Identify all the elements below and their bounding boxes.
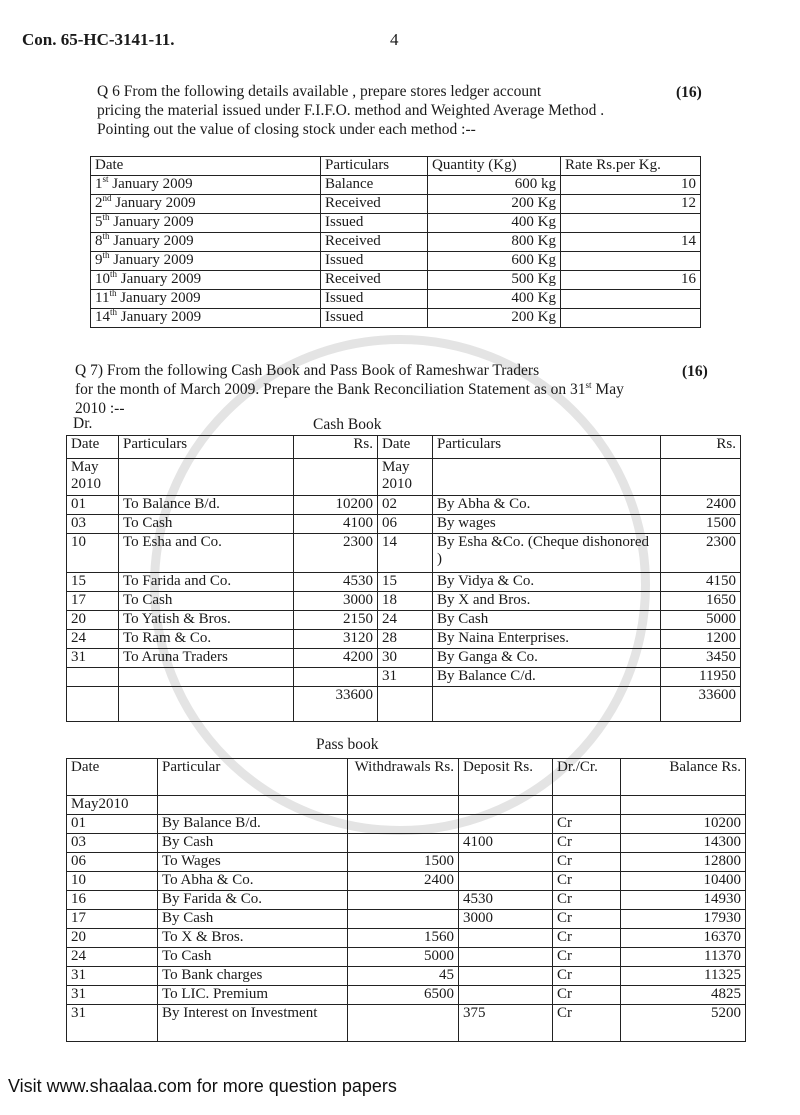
amount-header: Rs.	[294, 436, 378, 459]
withdrawals-header: Withdrawals Rs.	[348, 759, 459, 796]
particular-cell: By Interest on Investment	[158, 1005, 348, 1042]
cr-particulars: By X and Bros.	[433, 592, 661, 611]
empty-cell	[459, 796, 553, 815]
withdrawals-cell: 1500	[348, 853, 459, 872]
month-cell	[661, 459, 741, 496]
dr-cr-cell: Cr	[553, 967, 621, 986]
dr-amount: 3120	[294, 630, 378, 649]
cr-particulars: By Abha & Co.	[433, 496, 661, 515]
dr-cr-cell: Cr	[553, 1005, 621, 1042]
balance-cell: 12800	[621, 853, 746, 872]
deposit-cell	[459, 948, 553, 967]
quantity-cell: 600 kg	[428, 176, 561, 195]
cr-amount: 2300	[661, 534, 741, 573]
particular-cell: By Cash	[158, 834, 348, 853]
dr-particulars: To Cash	[119, 592, 294, 611]
month-year: January 2009	[109, 214, 194, 230]
dr-label: Dr.	[73, 415, 93, 432]
q7-line-part: May	[591, 381, 624, 398]
particulars-cell: Received	[321, 271, 428, 290]
pass-book-title: Pass book	[316, 736, 379, 753]
deposit-cell	[459, 986, 553, 1005]
footer-text: Visit www.shaalaa.com for more question papers	[8, 1076, 397, 1096]
cr-date: 18	[378, 592, 433, 611]
dr-particulars: To Aruna Traders	[119, 649, 294, 668]
empty-cell	[553, 796, 621, 815]
pass-book-table	[66, 758, 746, 1042]
particulars-header: Particulars	[321, 157, 428, 176]
table-row	[67, 948, 746, 967]
rate-cell	[561, 214, 701, 233]
day: 10	[95, 271, 110, 287]
month-row	[67, 796, 746, 815]
withdrawals-cell: 6500	[348, 986, 459, 1005]
particulars-cell: Issued	[321, 290, 428, 309]
date-header: Date	[67, 436, 119, 459]
rate-cell	[561, 290, 701, 309]
cr-total: 33600	[661, 687, 741, 722]
amount-header: Rs.	[661, 436, 741, 459]
cash-book-table	[66, 435, 741, 722]
table-row	[67, 496, 741, 515]
particulars-header: Particulars	[119, 436, 294, 459]
table-row	[67, 872, 746, 891]
cr-date: 06	[378, 515, 433, 534]
balance-cell: 11370	[621, 948, 746, 967]
table-row	[67, 668, 741, 687]
dr-amount	[294, 668, 378, 687]
table-row	[91, 290, 701, 309]
dr-date: 24	[67, 630, 119, 649]
day: 9	[95, 252, 103, 268]
q7-sup: st	[585, 379, 592, 390]
deposit-header: Deposit Rs.	[459, 759, 553, 796]
rate-cell	[561, 309, 701, 328]
cr-particulars: By Naina Enterprises.	[433, 630, 661, 649]
cr-date: 30	[378, 649, 433, 668]
date-cell	[91, 233, 321, 252]
table-row	[67, 853, 746, 872]
particular-cell: By Balance B/d.	[158, 815, 348, 834]
ordinal-suffix: th	[102, 251, 110, 260]
deposit-cell	[459, 929, 553, 948]
q6-marks: (16)	[676, 84, 702, 101]
cr-amount: 11950	[661, 668, 741, 687]
dr-particulars: To Cash	[119, 515, 294, 534]
particulars-cell: Received	[321, 195, 428, 214]
cr-amount: 1500	[661, 515, 741, 534]
month-cell: May 2010	[67, 459, 119, 496]
withdrawals-cell	[348, 910, 459, 929]
dr-particulars: To Farida and Co.	[119, 573, 294, 592]
date-cell	[91, 176, 321, 195]
cr-particulars: By Vidya & Co.	[433, 573, 661, 592]
withdrawals-cell	[348, 834, 459, 853]
dr-particulars: To Yatish & Bros.	[119, 611, 294, 630]
empty-cell	[348, 796, 459, 815]
balance-header: Balance Rs.	[621, 759, 746, 796]
particular-cell: By Farida & Co.	[158, 891, 348, 910]
table-row	[67, 986, 746, 1005]
particular-cell: To Abha & Co.	[158, 872, 348, 891]
table-row	[67, 891, 746, 910]
dr-amount: 4200	[294, 649, 378, 668]
date-cell: 17	[67, 910, 158, 929]
withdrawals-cell	[348, 1005, 459, 1042]
balance-cell: 4825	[621, 986, 746, 1005]
quantity-cell: 200 Kg	[428, 195, 561, 214]
balance-cell: 10200	[621, 815, 746, 834]
dr-date	[67, 668, 119, 687]
withdrawals-cell: 45	[348, 967, 459, 986]
empty-cell	[378, 687, 433, 722]
q6-text	[97, 82, 604, 139]
dr-date: 03	[67, 515, 119, 534]
dr-date: 31	[67, 649, 119, 668]
withdrawals-cell: 5000	[348, 948, 459, 967]
cr-particulars: By Cash	[433, 611, 661, 630]
dr-amount: 2150	[294, 611, 378, 630]
table-row	[67, 929, 746, 948]
dr-cr-cell: Cr	[553, 815, 621, 834]
dr-particulars: To Balance B/d.	[119, 496, 294, 515]
cr-amount: 5000	[661, 611, 741, 630]
quantity-cell: 200 Kg	[428, 309, 561, 328]
dr-cr-cell: Cr	[553, 910, 621, 929]
dr-amount: 3000	[294, 592, 378, 611]
date-cell	[91, 309, 321, 328]
dr-amount: 10200	[294, 496, 378, 515]
particular-cell: By Cash	[158, 910, 348, 929]
month-cell	[119, 459, 294, 496]
particular-cell: To X & Bros.	[158, 929, 348, 948]
cr-date: 14	[378, 534, 433, 573]
q7-line	[75, 380, 624, 399]
dr-cr-cell: Cr	[553, 986, 621, 1005]
rate-cell: 10	[561, 176, 701, 195]
date-cell: 03	[67, 834, 158, 853]
month-year: January 2009	[109, 233, 194, 249]
cr-amount: 1200	[661, 630, 741, 649]
q6-line: Pointing out the value of closing stock under each method :--	[97, 121, 476, 138]
dr-date: 01	[67, 496, 119, 515]
cr-particulars: By Balance C/d.	[433, 668, 661, 687]
table-row	[67, 910, 746, 929]
table-row	[67, 967, 746, 986]
date-cell	[91, 252, 321, 271]
ordinal-suffix: th	[110, 270, 118, 279]
deposit-cell: 4100	[459, 834, 553, 853]
day: 14	[95, 309, 110, 325]
deposit-cell: 4530	[459, 891, 553, 910]
dr-cr-cell: Cr	[553, 872, 621, 891]
ordinal-suffix: th	[109, 289, 117, 298]
table-row	[67, 573, 741, 592]
dr-cr-cell: Cr	[553, 891, 621, 910]
table-row	[67, 834, 746, 853]
dr-particulars: To Ram & Co.	[119, 630, 294, 649]
cr-particulars: By wages	[433, 515, 661, 534]
quantity-cell: 400 Kg	[428, 290, 561, 309]
dr-date: 10	[67, 534, 119, 573]
table-row	[91, 271, 701, 290]
total-row	[67, 687, 741, 722]
table-row	[91, 176, 701, 195]
header-row	[67, 436, 741, 459]
dr-cr-cell: Cr	[553, 834, 621, 853]
dr-cr-header: Dr./Cr.	[553, 759, 621, 796]
cr-date: 15	[378, 573, 433, 592]
table-row	[67, 515, 741, 534]
rate-cell: 16	[561, 271, 701, 290]
stores-ledger-table	[90, 156, 701, 328]
date-cell	[91, 214, 321, 233]
q7-text	[75, 361, 624, 418]
paper-code: Con. 65-HC-3141-11.	[22, 30, 175, 49]
dr-amount: 4100	[294, 515, 378, 534]
date-cell	[91, 271, 321, 290]
particulars-cell: Issued	[321, 309, 428, 328]
date-header: Date	[378, 436, 433, 459]
withdrawals-cell: 2400	[348, 872, 459, 891]
empty-cell	[158, 796, 348, 815]
dr-amount: 2300	[294, 534, 378, 573]
cr-particulars: By Ganga & Co.	[433, 649, 661, 668]
header-row	[67, 759, 746, 796]
particulars-cell: Issued	[321, 214, 428, 233]
page-number: 4	[390, 30, 399, 49]
q7-line-part: for the month of March 2009. Prepare the Bank Reconciliation Statement as on 31	[75, 381, 586, 398]
quantity-cell: 500 Kg	[428, 271, 561, 290]
month-year: January 2009	[108, 176, 193, 192]
day: 5	[95, 214, 103, 230]
q6-line: Q 6 From the following details available , prepare stores ledger account	[97, 83, 542, 100]
deposit-cell	[459, 967, 553, 986]
dr-particulars	[119, 668, 294, 687]
month-year: January 2009	[117, 271, 202, 287]
table-row	[67, 611, 741, 630]
rate-header: Rate Rs.per Kg.	[561, 157, 701, 176]
table-row	[91, 233, 701, 252]
table-row	[67, 649, 741, 668]
month-year: January 2009	[116, 290, 201, 306]
date-cell: 31	[67, 986, 158, 1005]
deposit-cell	[459, 853, 553, 872]
deposit-cell	[459, 815, 553, 834]
date-cell: 01	[67, 815, 158, 834]
table-row	[67, 534, 741, 573]
cr-date: 31	[378, 668, 433, 687]
ordinal-suffix: th	[110, 308, 118, 317]
quantity-cell: 600 Kg	[428, 252, 561, 271]
date-cell	[91, 290, 321, 309]
table-row	[67, 592, 741, 611]
particular-cell: To LIC. Premium	[158, 986, 348, 1005]
ordinal-suffix: th	[102, 232, 110, 241]
day: 11	[95, 290, 110, 306]
quantity-header: Quantity (Kg)	[428, 157, 561, 176]
dr-cr-cell: Cr	[553, 929, 621, 948]
q6-line: pricing the material issued under F.I.F.O. method and Weighted Average Method .	[97, 102, 605, 119]
q7-line: Q 7) From the following Cash Book and Pass Book of Rameshwar Traders	[75, 362, 540, 379]
deposit-cell	[459, 872, 553, 891]
date-cell: 31	[67, 967, 158, 986]
table-row	[91, 252, 701, 271]
balance-cell: 14300	[621, 834, 746, 853]
date-cell: 06	[67, 853, 158, 872]
date-header: Date	[91, 157, 321, 176]
table-row	[67, 1005, 746, 1042]
date-cell: 31	[67, 1005, 158, 1042]
date-cell: 24	[67, 948, 158, 967]
date-cell: 20	[67, 929, 158, 948]
header-row	[91, 157, 701, 176]
month-year: January 2009	[111, 195, 196, 211]
particular-cell: To Bank charges	[158, 967, 348, 986]
day: 1	[95, 176, 103, 192]
particulars-cell: Issued	[321, 252, 428, 271]
table-row	[67, 630, 741, 649]
balance-cell: 16370	[621, 929, 746, 948]
cr-amount: 4150	[661, 573, 741, 592]
empty-cell	[67, 687, 119, 722]
cr-date: 24	[378, 611, 433, 630]
dr-particulars: To Esha and Co.	[119, 534, 294, 573]
dr-date: 17	[67, 592, 119, 611]
day: 2	[95, 195, 103, 211]
cr-particulars: By Esha &Co. (Cheque dishonored )	[433, 534, 661, 573]
month-cell: May2010	[67, 796, 158, 815]
cash-book-title: Cash Book	[313, 416, 382, 433]
cr-amount: 1650	[661, 592, 741, 611]
table-row	[91, 214, 701, 233]
cr-date: 28	[378, 630, 433, 649]
withdrawals-cell	[348, 891, 459, 910]
dr-date: 15	[67, 573, 119, 592]
date-header: Date	[67, 759, 158, 796]
balance-cell: 17930	[621, 910, 746, 929]
particular-cell: To Cash	[158, 948, 348, 967]
particulars-cell: Received	[321, 233, 428, 252]
dr-amount: 4530	[294, 573, 378, 592]
month-cell	[294, 459, 378, 496]
ordinal-suffix: th	[102, 213, 110, 222]
month-row	[67, 459, 741, 496]
month-year: January 2009	[117, 309, 202, 325]
deposit-cell: 375	[459, 1005, 553, 1042]
month-cell: May 2010	[378, 459, 433, 496]
ordinal-suffix: st	[102, 175, 109, 184]
withdrawals-cell	[348, 815, 459, 834]
particulars-header: Particulars	[433, 436, 661, 459]
particulars-cell: Balance	[321, 176, 428, 195]
quantity-cell: 400 Kg	[428, 214, 561, 233]
deposit-cell: 3000	[459, 910, 553, 929]
balance-cell: 10400	[621, 872, 746, 891]
ordinal-suffix: nd	[102, 194, 112, 203]
table-row	[67, 815, 746, 834]
table-row	[91, 195, 701, 214]
rate-cell	[561, 252, 701, 271]
empty-cell	[119, 687, 294, 722]
rate-cell: 12	[561, 195, 701, 214]
cr-date: 02	[378, 496, 433, 515]
date-cell	[91, 195, 321, 214]
table-row	[91, 309, 701, 328]
balance-cell: 11325	[621, 967, 746, 986]
month-cell	[433, 459, 661, 496]
date-cell: 10	[67, 872, 158, 891]
cr-amount: 2400	[661, 496, 741, 515]
q7-line: 2010 :--	[75, 400, 125, 417]
particular-cell: To Wages	[158, 853, 348, 872]
empty-cell	[433, 687, 661, 722]
month-year: January 2009	[109, 252, 194, 268]
q7-marks: (16)	[682, 363, 708, 380]
balance-cell: 5200	[621, 1005, 746, 1042]
dr-cr-cell: Cr	[553, 948, 621, 967]
date-cell: 16	[67, 891, 158, 910]
quantity-cell: 800 Kg	[428, 233, 561, 252]
dr-total: 33600	[294, 687, 378, 722]
balance-cell: 14930	[621, 891, 746, 910]
withdrawals-cell: 1560	[348, 929, 459, 948]
rate-cell: 14	[561, 233, 701, 252]
dr-cr-cell: Cr	[553, 853, 621, 872]
cr-amount: 3450	[661, 649, 741, 668]
empty-cell	[621, 796, 746, 815]
dr-date: 20	[67, 611, 119, 630]
day: 8	[95, 233, 103, 249]
particular-header: Particular	[158, 759, 348, 796]
